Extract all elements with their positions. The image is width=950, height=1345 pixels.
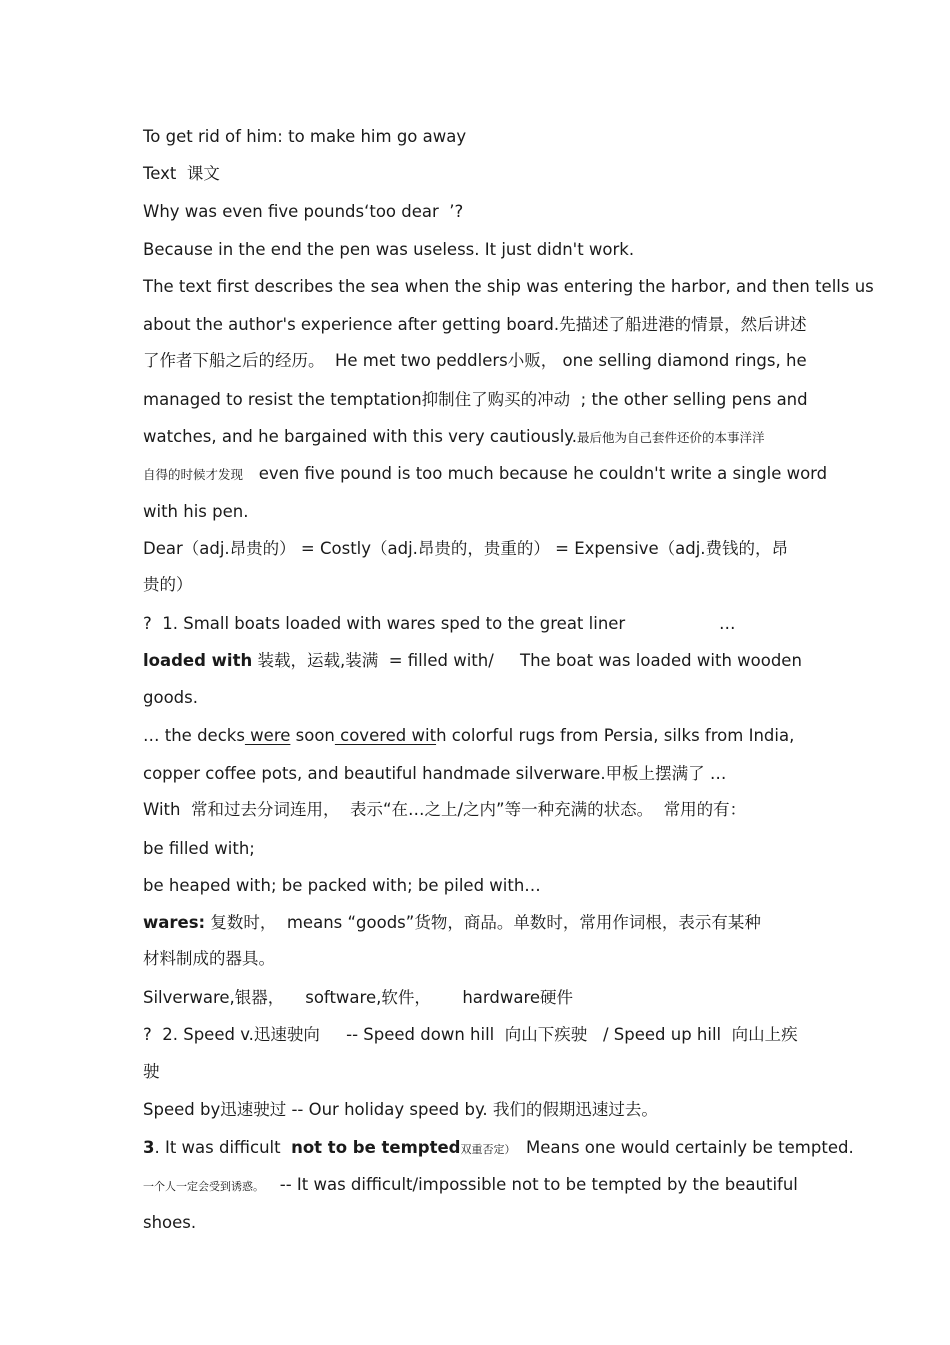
text: ; the other selling pens and <box>570 390 808 409</box>
text: -- It was difficult/impossible not to be tempted by the beautiful <box>264 1175 798 1194</box>
definition-line <box>143 127 466 147</box>
bold-term: loaded with <box>143 651 253 670</box>
text: ? 2. Speed v.迅速驶向 -- Speed down hill 向山下疾驶 / Speed up hill 向山上疾 <box>143 1025 798 1044</box>
point-3-line <box>143 1138 854 1160</box>
text: Silverware,银器， software,软件， hardware硬件 <box>143 988 574 1007</box>
ellipsis: … <box>719 614 736 633</box>
text: 了作者下船之后的经历。 He met two peddlers小贩， one selling diamond rings, he <box>143 351 807 370</box>
text: shoes. <box>143 1213 197 1232</box>
text: To get rid of him: to make him go away <box>143 127 467 146</box>
text: with his pen. <box>143 502 249 521</box>
chinese-text: 抑制住了购买的冲动 <box>421 390 571 409</box>
paragraph-line <box>143 800 746 820</box>
paragraph-line <box>143 651 802 671</box>
text: copper coffee pots, and beautiful handmade silverware.甲板上摆满了 … <box>143 764 727 783</box>
paragraph-line <box>143 988 573 1008</box>
text: The text first describes the sea when the ship was entering the harbor, and then tells us <box>143 277 874 296</box>
point-2-line <box>143 1025 798 1045</box>
text: 装载，运载,装满 = filled with/ The boat was loaded with wooden <box>252 651 802 670</box>
paragraph-line <box>143 351 807 371</box>
vocab-line <box>143 575 193 595</box>
paragraph-line <box>143 764 726 784</box>
paragraph-line <box>143 726 794 746</box>
chinese-text: 一个人一定会受到诱惑。 <box>143 1180 264 1193</box>
bold-term: wares: <box>143 913 206 932</box>
question-line <box>143 202 463 222</box>
paragraph-line <box>143 1062 160 1082</box>
paragraph-line <box>143 1213 196 1233</box>
text: 驶 <box>143 1062 160 1081</box>
underlined-text: were <box>244 726 291 745</box>
paragraph-line <box>143 502 248 522</box>
text: Speed by迅速驶过 -- Our holiday speed by. 我们的假期迅速过去。 <box>143 1100 658 1119</box>
text: managed to resist the temptation <box>143 390 422 409</box>
text: . It was difficult <box>154 1138 292 1157</box>
chinese-text: 双重否定） <box>460 1143 516 1156</box>
chinese-text: 先描述了船进港的情景，然后讲述 <box>559 315 807 334</box>
text: be heaped with; be packed with; be piled with… <box>143 876 541 895</box>
paragraph-line <box>143 390 808 410</box>
paragraph-line <box>143 464 827 485</box>
paragraph-line <box>143 1175 798 1197</box>
paragraph-line <box>143 277 874 297</box>
section-heading <box>143 164 220 184</box>
text: 复数时， means “goods”货物，商品。单数时，常用作词根，表示有某种 <box>205 913 761 932</box>
text: watches, and he bargained with this very cautiously. <box>143 427 577 446</box>
text: Because in the end the pen was useless. It just didn't work. <box>143 240 635 259</box>
paragraph-line <box>143 876 541 896</box>
point-1-line <box>143 614 736 634</box>
text: goods. <box>143 688 198 707</box>
text: With 常和过去分词连用， 表示“在…之上/之内”等一种充满的状态。 常用的有： <box>143 800 747 819</box>
paragraph-line <box>143 1100 658 1120</box>
answer-line <box>143 240 634 260</box>
text: ? 1. Small boats loaded with wares sped to the great liner <box>143 614 626 633</box>
underlined-text: covered wit <box>334 726 437 745</box>
paragraph-line <box>143 315 807 335</box>
vocab-line <box>143 539 788 559</box>
text: soon <box>290 726 335 745</box>
text: … the decks <box>143 726 245 745</box>
paragraph-line <box>143 427 764 448</box>
text: Why was even five pounds‘too dear ’? <box>143 202 464 221</box>
bold-term: not to be tempted <box>291 1138 461 1157</box>
text: h colorful rugs from Persia, silks from India, <box>436 726 795 745</box>
text: be filled with; <box>143 839 255 858</box>
paragraph-line <box>143 839 255 859</box>
text: Means one would certainly be tempted. <box>515 1138 854 1157</box>
paragraph-line <box>143 949 275 969</box>
text: Text 课文 <box>143 164 220 183</box>
text: 贵的） <box>143 575 193 594</box>
text: 材料制成的器具。 <box>143 949 275 968</box>
bold-number: 3 <box>143 1138 155 1157</box>
chinese-text: 最后他为自己套件还价的本事洋洋 <box>576 430 765 445</box>
text: Dear（adj.昂贵的） = Costly（adj.昂贵的，贵重的） = Expensive（adj.费钱的，昂 <box>143 539 789 558</box>
paragraph-line <box>143 688 198 708</box>
text: even five pound is too much because he couldn't write a single word <box>243 464 828 483</box>
text: about the author's experience after getting board. <box>143 315 560 334</box>
paragraph-line <box>143 913 761 933</box>
chinese-text: 自得的时候才发现 <box>143 467 244 482</box>
